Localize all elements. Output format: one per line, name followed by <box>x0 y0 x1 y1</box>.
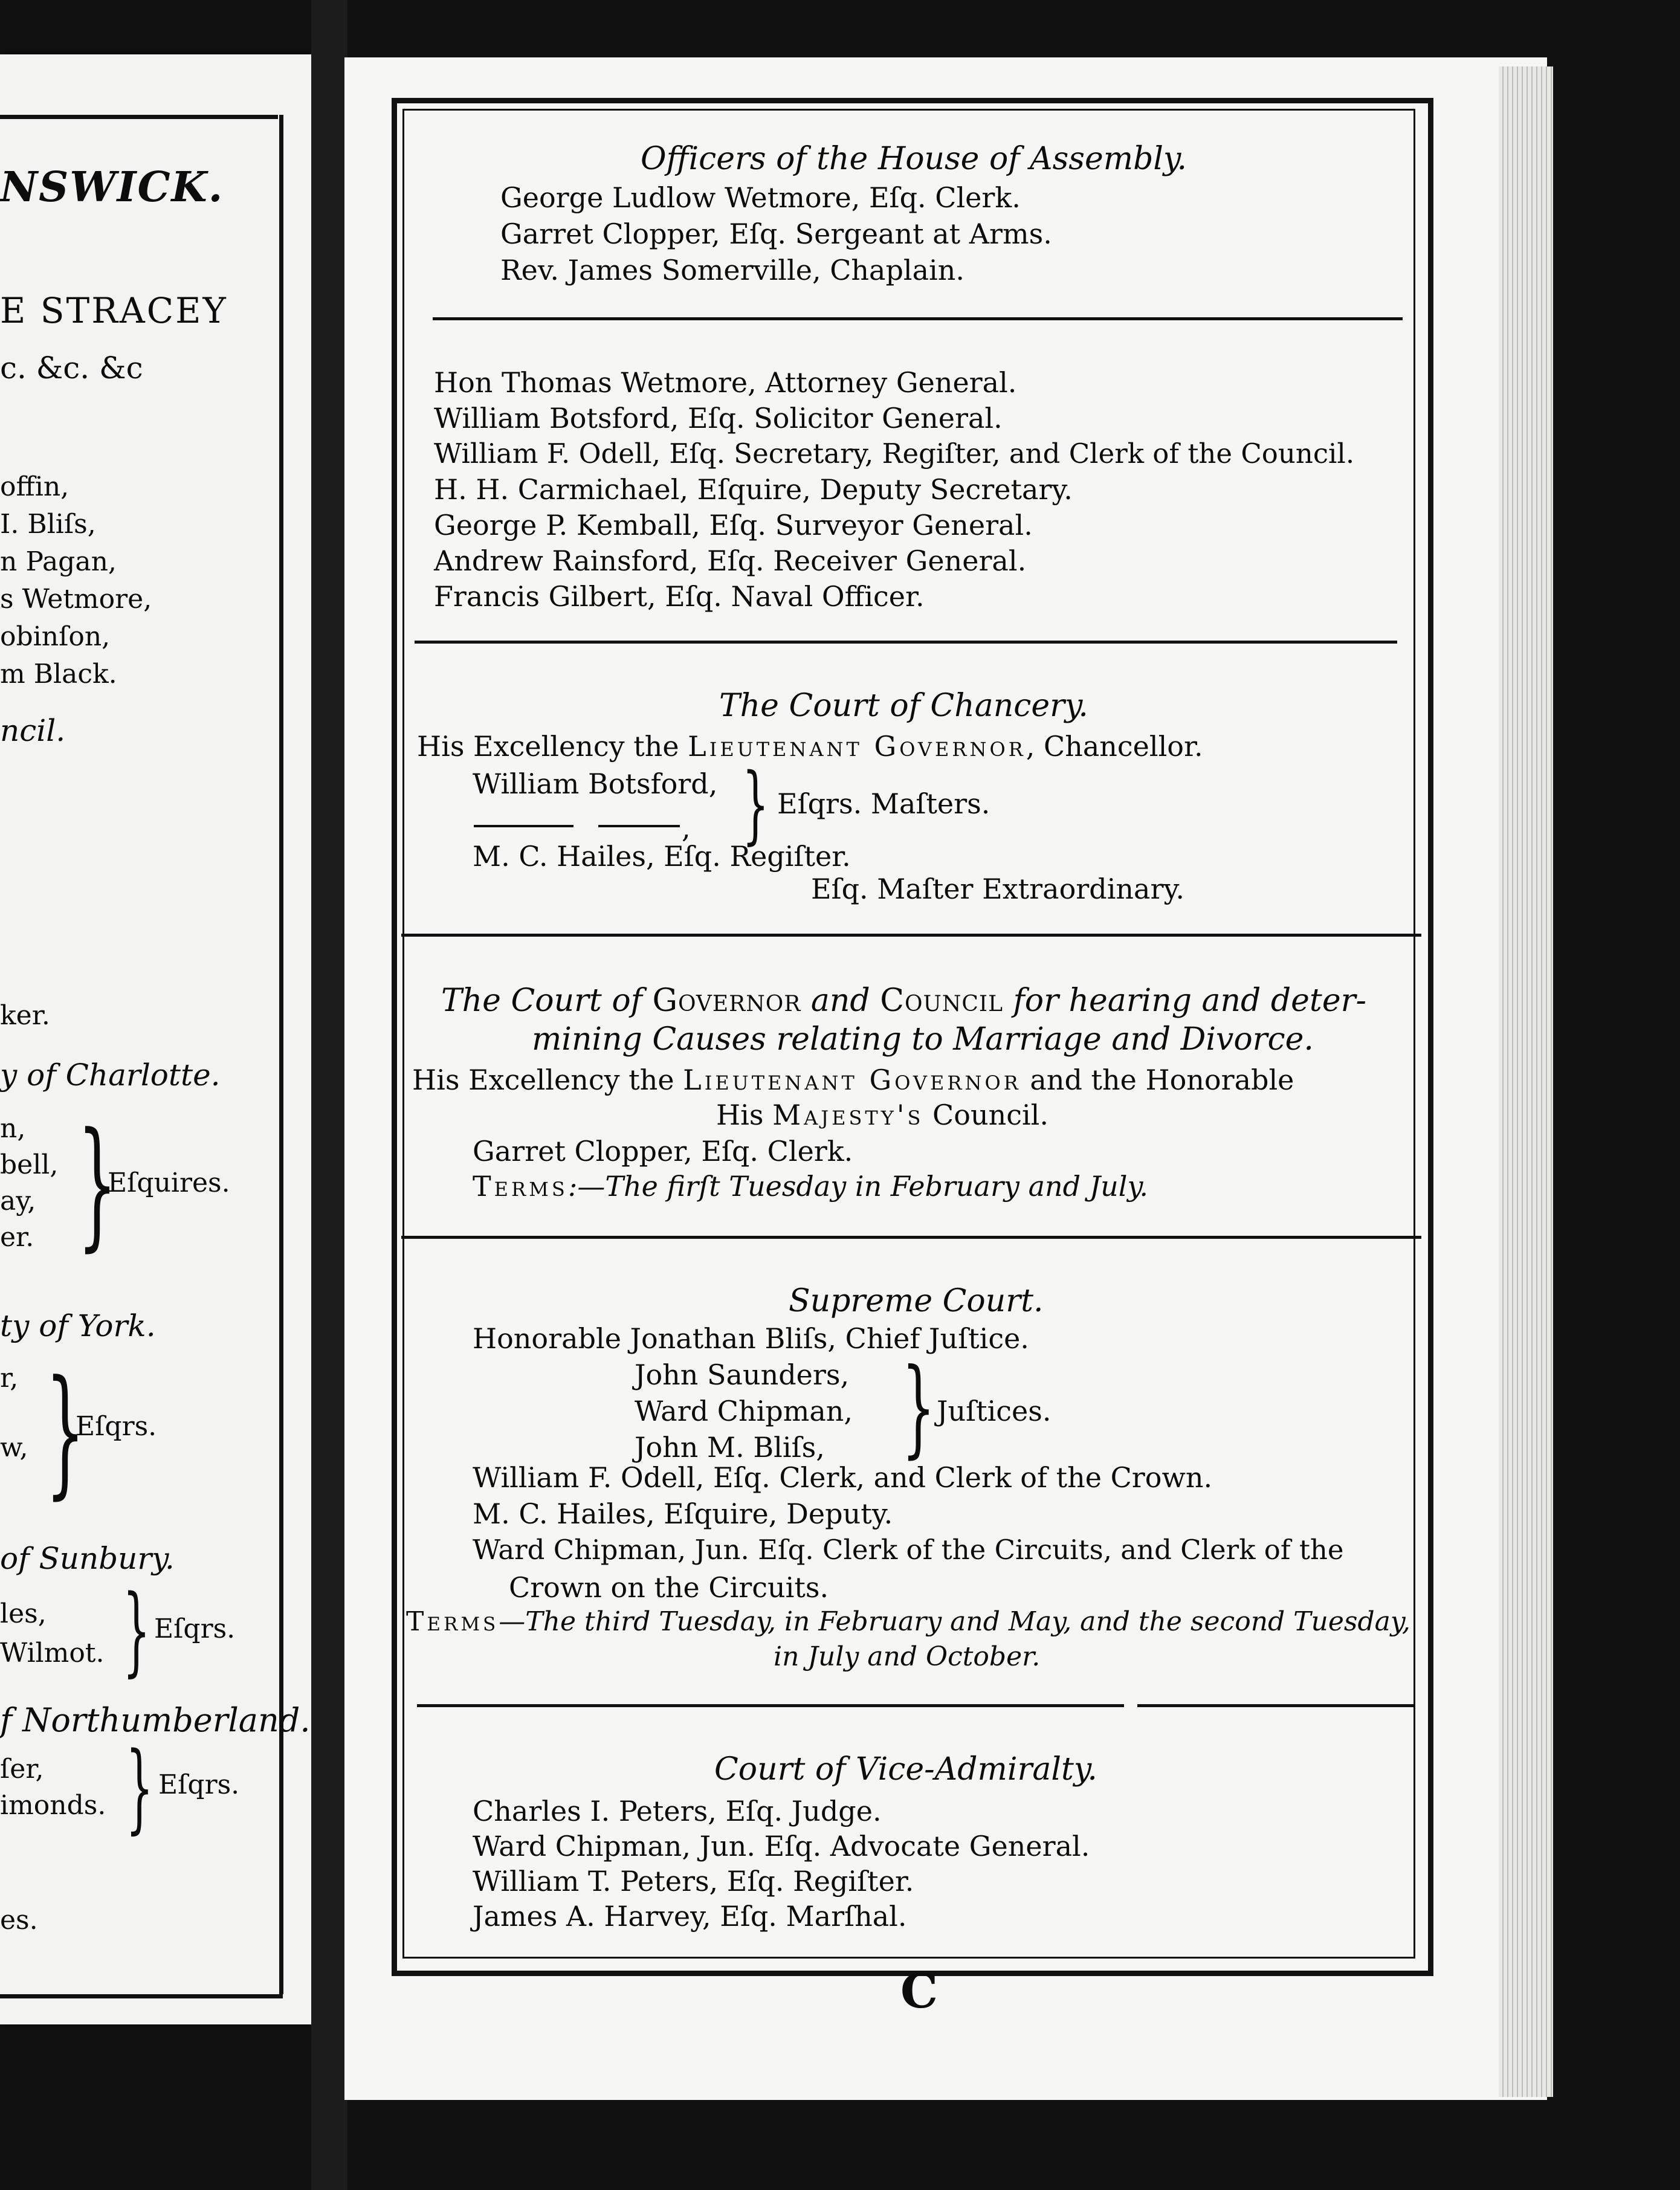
left-line: s Wetmore, <box>0 584 152 615</box>
admiralty-line: Charles I. Peters, Eſq. Judge. <box>473 1795 882 1827</box>
officer-line: William F. Odell, Eſq. Secretary, Regiſter, and Clerk of the Council. <box>434 438 1355 470</box>
heading-text: Council <box>880 983 1004 1019</box>
left-line: obinſon, <box>0 621 111 652</box>
left-page-border <box>0 115 278 119</box>
left-line: ty of York. <box>0 1308 156 1343</box>
section-divider <box>1137 1704 1415 1707</box>
officer-line: Hon Thomas Wetmore, Attorney General. <box>434 366 1017 399</box>
marriage-terms <box>473 1171 1148 1202</box>
left-line: ay, <box>0 1186 36 1216</box>
brace: } <box>77 1103 117 1265</box>
left-line: I. Bliſs, <box>0 509 96 540</box>
left-line: n, <box>0 1113 26 1144</box>
left-page <box>0 54 311 2024</box>
marriage-text: His Excellency the <box>412 1064 674 1096</box>
heading-text: and <box>810 983 870 1019</box>
left-line: m Black. <box>0 659 117 690</box>
left-line: ker. <box>0 1000 50 1031</box>
blank-line <box>598 825 680 827</box>
brace: } <box>123 1574 150 1687</box>
blank-line <box>474 825 573 827</box>
left-line: c. &c. &c <box>0 350 143 386</box>
supreme-terms-2: in July and October. <box>774 1641 1041 1672</box>
chancery-line: M. C. Hailes, Eſq. Regiſter. <box>473 840 851 873</box>
supreme-line: William F. Odell, Eſq. Clerk, and Clerk of the Crown. <box>473 1461 1213 1494</box>
left-line: of Sunbury. <box>0 1541 175 1576</box>
chancery-masters-label: Eſqrs. Maſters. <box>777 787 990 820</box>
heading-text: Governor <box>652 983 801 1019</box>
marriage-line: Garret Clopper, Eſq. Clerk. <box>473 1135 853 1168</box>
terms-label: Terms <box>406 1606 499 1637</box>
left-line: f Northumberland. <box>0 1701 311 1739</box>
left-line: Eſquires. <box>108 1168 230 1198</box>
assembly-line: Garret Clopper, Eſq. Sergeant at Arms. <box>500 218 1052 250</box>
section-divider <box>417 1704 1124 1707</box>
section-heading-assembly: Officers of the House of Assembly. <box>641 141 1187 177</box>
heading-text: for hearing and deter- <box>1013 983 1367 1019</box>
marriage-line <box>412 1065 1294 1096</box>
left-line: E STRACEY <box>0 290 228 331</box>
section-divider <box>401 1236 1421 1239</box>
supreme-line: Crown on the Circuits. <box>509 1571 829 1604</box>
marriage-title: Lieutenant Governor <box>683 1064 1021 1096</box>
marriage-text: and the Honorable <box>1030 1064 1294 1096</box>
left-line: Wilmot. <box>0 1638 105 1668</box>
supreme-terms <box>406 1607 1410 1636</box>
justice-name: John M. Bliſs, <box>635 1431 825 1464</box>
book-gutter <box>311 0 347 2190</box>
marriage-text: His <box>716 1099 764 1131</box>
left-line: r, <box>0 1363 19 1394</box>
left-line: offin, <box>0 471 69 502</box>
admiralty-line: Ward Chipman, Jun. Eſq. Advocate General. <box>473 1830 1090 1862</box>
section-divider <box>401 934 1421 937</box>
justice-name: Ward Chipman, <box>635 1395 853 1427</box>
justice-name: John Saunders, <box>635 1358 850 1391</box>
chancery-text: His Excellency the <box>417 730 679 763</box>
chancery-line: Eſq. Maſter Extraordinary. <box>811 873 1184 905</box>
left-line: imonds. <box>0 1790 106 1821</box>
officer-line: H. H. Carmichael, Eſquire, Deputy Secretary. <box>434 473 1073 506</box>
justices-label: Juſtices. <box>937 1395 1052 1427</box>
assembly-line: Rev. James Somerville, Chaplain. <box>500 254 964 286</box>
officer-line: George P. Kemball, Eſq. Surveyor General. <box>434 509 1033 541</box>
left-line: n Pagan, <box>0 546 117 577</box>
brace: } <box>126 1731 153 1844</box>
section-divider <box>415 641 1397 644</box>
brace: } <box>902 1346 935 1469</box>
terms-text: —The third Tuesday, in February and May, and the second Tuesday, <box>499 1606 1410 1637</box>
section-heading-admiralty: Court of Vice-Admiralty. <box>714 1751 1097 1788</box>
left-line: les, <box>0 1598 47 1629</box>
comma: , <box>682 812 691 844</box>
section-heading-marriage <box>441 984 1366 1018</box>
section-heading-supreme: Supreme Court. <box>789 1283 1044 1319</box>
left-line: ncil. <box>0 713 66 748</box>
assembly-line: George Ludlow Wetmore, Eſq. Clerk. <box>500 181 1021 214</box>
signature-mark: C <box>900 1964 939 2019</box>
page-edges <box>1499 66 1553 2097</box>
supreme-line: Honorable Jonathan Bliſs, Chief Juſtice. <box>473 1322 1029 1355</box>
left-line: ſer, <box>0 1754 44 1785</box>
chancery-line <box>417 731 1203 762</box>
terms-label: Terms <box>473 1170 568 1203</box>
left-line: es. <box>0 1905 38 1936</box>
left-line: Eſqrs. <box>76 1411 157 1442</box>
left-line: er. <box>0 1222 34 1253</box>
brace: } <box>45 1351 85 1513</box>
officer-line: Francis Gilbert, Eſq. Naval Officer. <box>434 580 925 613</box>
chancery-text: , Chancellor. <box>1026 730 1203 763</box>
marriage-title: Majesty's <box>772 1099 924 1131</box>
section-divider <box>433 317 1403 320</box>
admiralty-line: James A. Harvey, Eſq. Marſhal. <box>473 1900 907 1933</box>
chancery-master: William Botsford, <box>473 767 718 800</box>
section-heading-chancery: The Court of Chancery. <box>719 688 1088 724</box>
marriage-text: Council. <box>932 1099 1048 1131</box>
left-line: bell, <box>0 1149 59 1180</box>
supreme-line: Ward Chipman, Jun. Eſq. Clerk of the Circuits, and Clerk of the <box>473 1534 1344 1566</box>
supreme-line: M. C. Hailes, Eſquire, Deputy. <box>473 1497 893 1530</box>
brace: } <box>742 755 769 854</box>
officer-line: William Botsford, Eſq. Solicitor General. <box>434 402 1003 434</box>
left-title: NSWICK. <box>0 163 224 212</box>
section-heading-marriage-2: mining Causes relating to Marriage and Divorce. <box>532 1021 1314 1058</box>
left-line: y of Charlotte. <box>0 1058 221 1093</box>
left-line: w, <box>0 1432 28 1463</box>
admiralty-line: William T. Peters, Eſq. Regiſter. <box>473 1865 914 1898</box>
marriage-line <box>716 1100 1048 1131</box>
chancery-title: Lieutenant Governor <box>688 730 1026 763</box>
left-page-border <box>0 1994 283 1998</box>
left-line: Eſqrs. <box>158 1769 240 1800</box>
left-line: Eſqrs. <box>154 1613 236 1644</box>
heading-text: The Court of <box>441 983 642 1019</box>
terms-text: :—The firſt Tuesday in February and July. <box>567 1170 1148 1203</box>
officer-line: Andrew Rainsford, Eſq. Receiver General. <box>434 544 1027 577</box>
